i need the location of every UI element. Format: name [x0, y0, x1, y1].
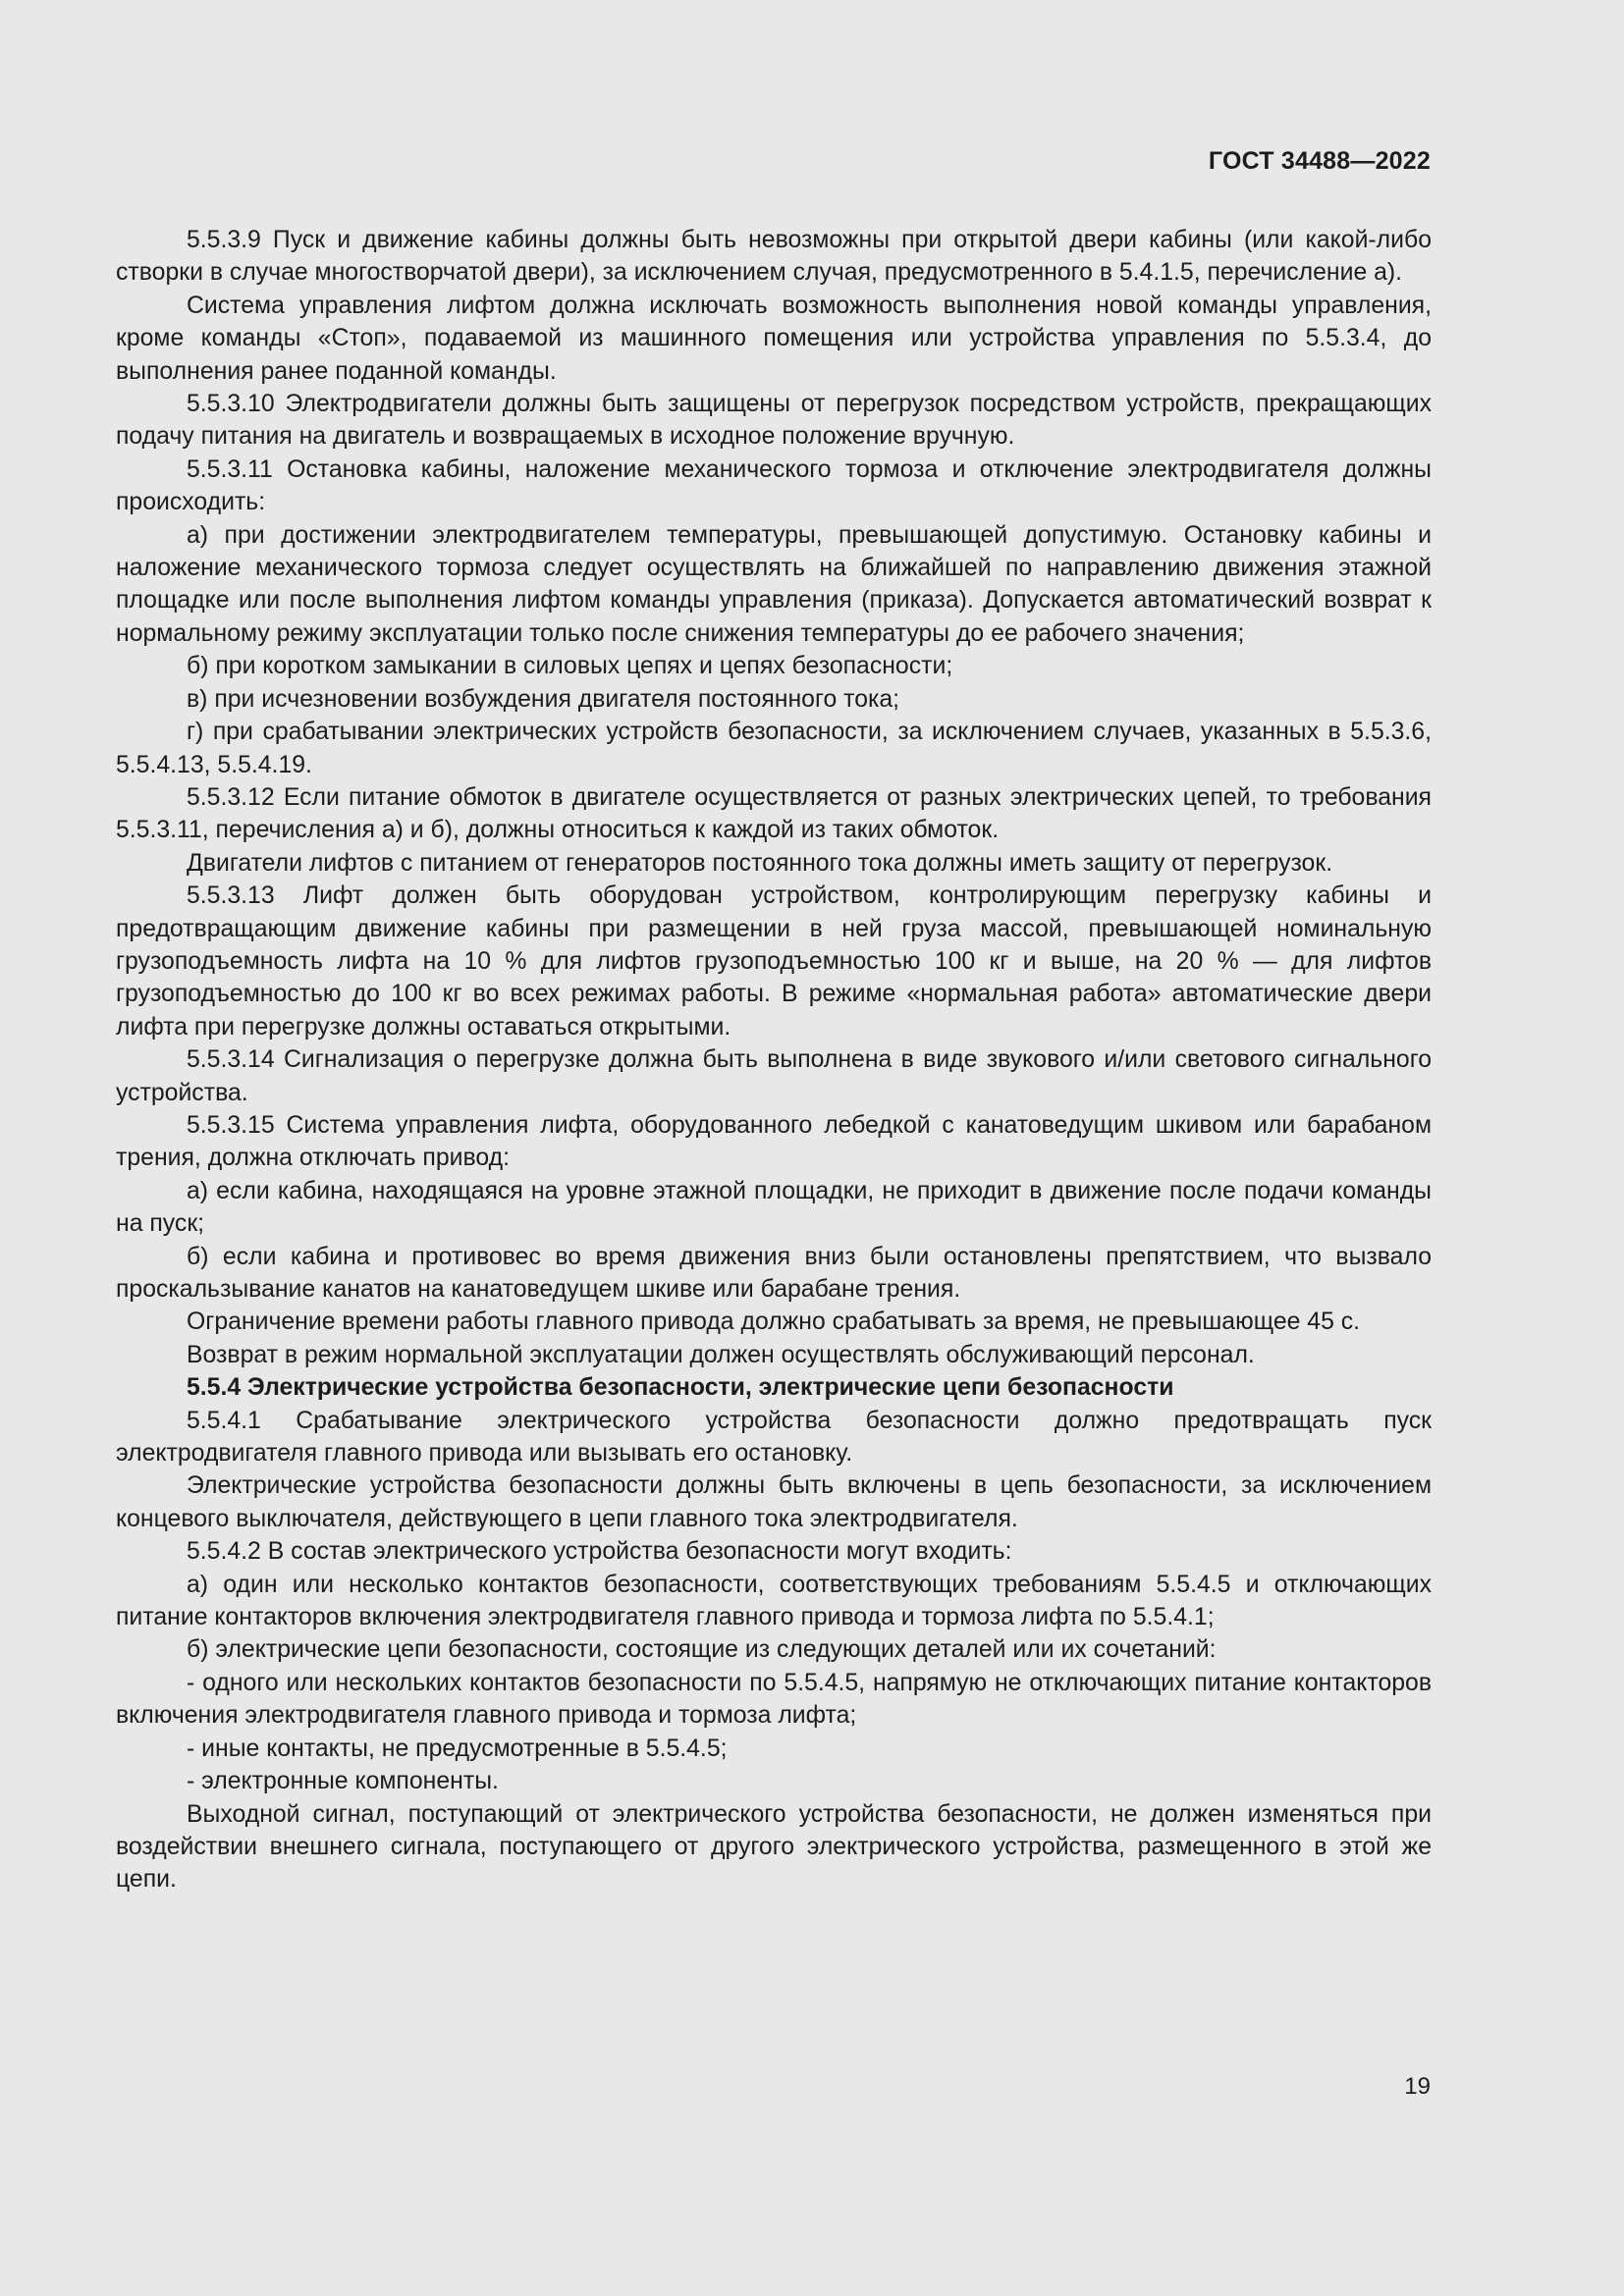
paragraph: 5.5.3.12 Если питание обмоток в двигателе осуществляется от разных электрических цепей, то требования 5.5.3.11, перечисления а) и б), должны относиться к каждой из таких обмоток.: [116, 783, 1432, 844]
paragraph: а) если кабина, находящаяся на уровне этажной площадки, не приходит в движение после подачи команды на пуск;: [116, 1177, 1432, 1238]
paragraph: Двигатели лифтов с питанием от генераторов постоянного тока должны иметь защиту от перегрузок.: [187, 849, 1333, 877]
paragraph: Ограничение времени работы главного привода должно срабатывать за время, не превышающее 45 с.: [187, 1308, 1361, 1336]
paragraph: 5.5.3.9 Пуск и движение кабины должны быть невозможны при открытой двери кабины (или какой-либо створки в случае многостворчатой двери), за исключением случая, предусмотренного в 5.4.1.5, перечисление а).: [116, 227, 1432, 287]
paragraph: 5.5.3.11 Остановка кабины, наложение механического тормоза и отключение электродвигателя должны происходить:: [116, 455, 1432, 516]
standard-header: ГОСТ 34488—2022: [1208, 147, 1431, 175]
paragraph: Электрические устройства безопасности должны быть включены в цепь безопасности, за исключением концевого выключателя, действующего в цепи главного тока электродвигателя.: [116, 1472, 1432, 1532]
paragraph: б) при коротком замыкании в силовых цепях и цепях безопасности;: [187, 653, 953, 680]
paragraph: 5.5.3.10 Электродвигатели должны быть защищены от перегрузок посредством устройств, прекращающих подачу питания на двигатель и возвращаемых в исходное положение вручную.: [116, 391, 1432, 451]
paragraph: - иные контакты, не предусмотренные в 5.5.4.5;: [187, 1735, 728, 1762]
paragraph: 5.5.3.14 Сигнализация о перегрузке должна быть выполнена в виде звукового и/или светового сигнального устройства.: [116, 1046, 1432, 1106]
paragraph: Выходной сигнал, поступающий от электрического устройства безопасности, не должен изменяться при воздействии внешнего сигнала, поступающего от другого электрического устройства, размещенного в этой же цепи.: [116, 1800, 1432, 1894]
paragraph: 5.5.3.13 Лифт должен быть оборудован устройством, контролирующим перегрузку кабины и предотвращающим движение кабины при размещении в ней груза массой, превышающей номинальную грузоподъемность лифта на 10 % для лифтов грузоподъемностью 100 кг и выше, на 20 % — для лифтов грузоподъемностью до 100 кг во всех режимах работы. В режиме «нормальная работа» автоматические двери лифта при перегрузке должны оставаться открытыми.: [116, 882, 1432, 1041]
paragraph: Возврат в режим нормальной эксплуатации должен осуществлять обслуживающий персонал.: [187, 1341, 1255, 1368]
paragraph: - электронные компоненты.: [187, 1768, 499, 1795]
paragraph: г) при срабатывании электрических устройств безопасности, за исключением случаев, указанных в 5.5.3.6, 5.5.4.13, 5.5.4.19.: [116, 719, 1432, 778]
paragraph: 5.5.4.2 В состав электрического устройства безопасности могут входить:: [187, 1538, 1012, 1566]
body-text: [116, 224, 1432, 1896]
paragraph: - одного или нескольких контактов безопасности по 5.5.4.5, напрямую не отключающих питание контакторов включения электродвигателя главного привода и тормоза лифта;: [116, 1669, 1432, 1730]
paragraph: а) один или несколько контактов безопасности, соответствующих требованиям 5.5.4.5 и отключающих питание контакторов включения электродвигателя главного привода и тормоза лифта по 5.5.4.1;: [116, 1571, 1432, 1631]
section-heading: 5.5.4 Электрические устройства безопасности, электрические цепи безопасности: [187, 1374, 1174, 1402]
paragraph: 5.5.3.15 Система управления лифта, оборудованного лебедкой с канатоведущим шкивом или барабаном трения, должна отключать привод:: [116, 1111, 1432, 1172]
page-number: 19: [1404, 2073, 1431, 2100]
paragraph: в) при исчезновении возбуждения двигателя постоянного тока;: [187, 685, 900, 713]
paragraph: б) если кабина и противовес во время движения вниз были остановлены препятствием, что вызвало проскальзывание канатов на канатоведущем шкиве или барабане трения.: [116, 1243, 1432, 1303]
paragraph: б) электрические цепи безопасности, состоящие из следующих деталей или их сочетаний:: [187, 1636, 1217, 1664]
paragraph: Система управления лифтом должна исключать возможность выполнения новой команды управления, кроме команды «Стоп», подаваемой из машинного помещения или устройства управления по 5.5.3.4, до выполнения ранее поданной команды.: [116, 292, 1432, 385]
paragraph: 5.5.4.1 Срабатывание электрического устройства безопасности должно предотвращать пуск электродвигателя главного привода или вызывать его остановку.: [116, 1407, 1432, 1468]
paragraph: а) при достижении электродвигателем температуры, превышающей допустимую. Остановку кабины и наложение механического тормоза следует осуществлять на ближайшей по направлению движения этажной площадке или после выполнения лифтом команды управления (приказа). Допускается автоматический возврат к нормальному режиму эксплуатации только после снижения температуры до ее рабочего значения;: [116, 521, 1432, 647]
